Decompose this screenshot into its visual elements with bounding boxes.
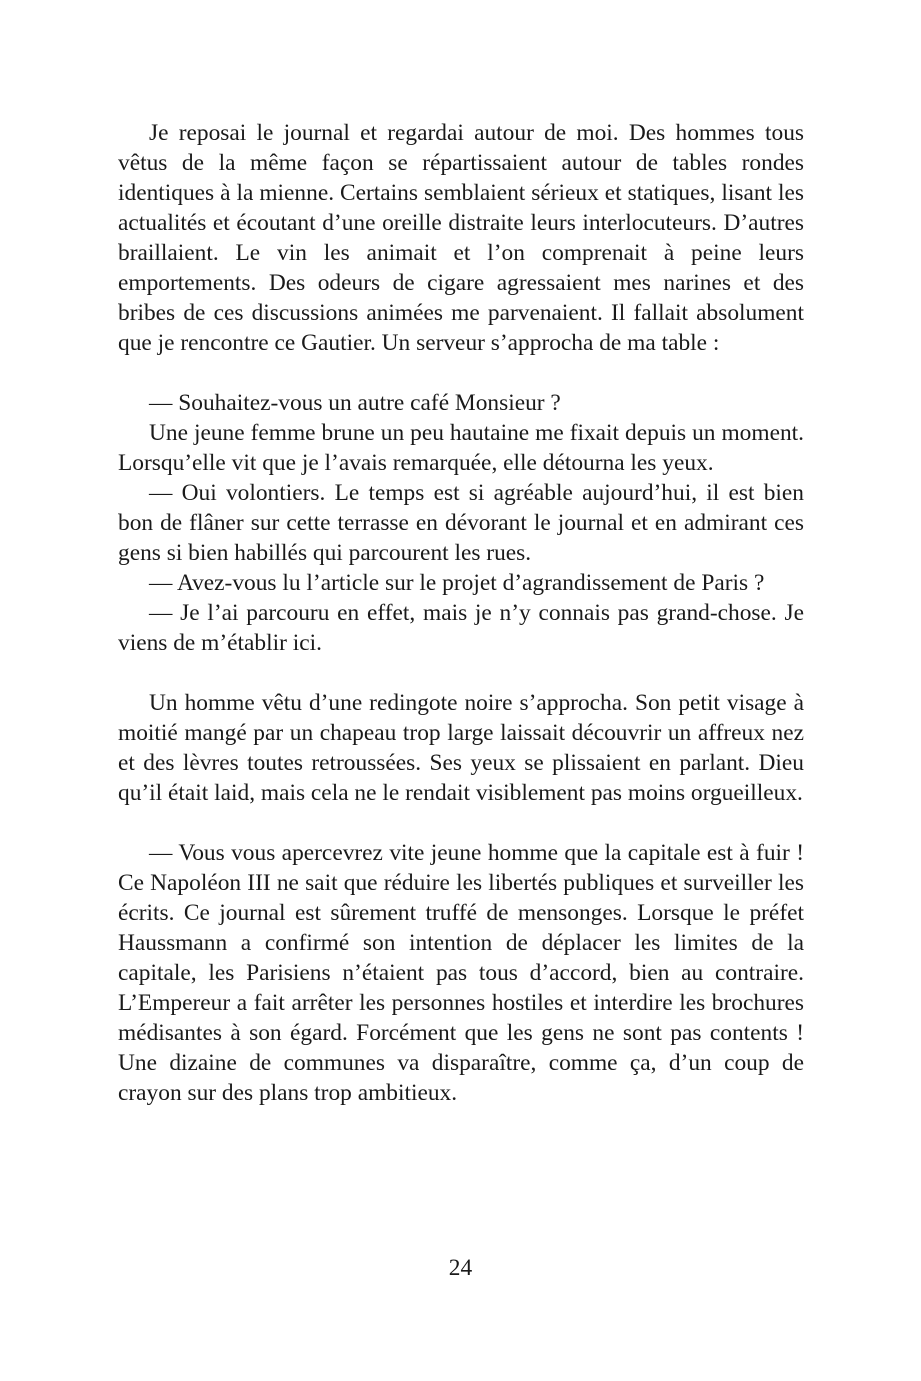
dialogue-line-1: — Souhaitez-vous un autre café Monsieur ? [149,390,561,416]
dialogue-line-2: — Oui volontiers. Le temps est si agréable aujourd’hui, il est bien bon de flâner sur cette terrasse en dévorant le journal et en admirant ces gens si bien habillés qui parcourent les rues. [118,480,804,566]
paragraph-narration-1: Je reposai le journal et regardai autour de moi. Des hommes tous vêtus de la même façon se répartissaient autour de tables rondes identiques à la mienne. Certains semblaient sérieux et statiques, lisant les actualités et écoutant d’une oreille distraite leurs interlocuteurs. D’autres braillaient. Le vin les animait et l’on comprenait à peine leurs emportements. Des odeurs de cigare agressaient mes narines et des bribes de ces discussions animées me parvenaient. Il fallait absolument que je rencontre ce Gautier. Un serveur s’approcha de ma table : [118,120,804,356]
paragraph-gap [118,808,804,838]
dialogue-line-4: — Je l’ai parcouru en effet, mais je n’y connais pas grand-chose. Je viens de m’établir ici. [118,600,804,656]
paragraph-narration-3: Un homme vêtu d’une redingote noire s’approcha. Son petit visage à moitié mangé par un chapeau trop large laissait découvrir un affreux nez et des lèvres toutes retroussées. Ses yeux se plissaient en parlant. Dieu qu’il était laid, mais cela ne le rendait visiblement pas moins orgueilleux. [118,690,804,806]
paragraph-narration-2: Une jeune femme brune un peu hautaine me fixait depuis un moment. Lorsqu’elle vit que je l’avais remarquée, elle détourna les yeux. [118,420,804,476]
dialogue-line-5: — Vous vous apercevrez vite jeune homme que la capitale est à fuir ! Ce Napoléon III ne sait que réduire les libertés publiques et surveiller les écrits. Ce journal est sûrement truffé de mensonges. Lorsque le préfet Haussmann a confirmé son intention de déplacer les limites de la capitale, les Parisiens n’étaient pas tous d’accord, bien au contraire. L’Empereur a fait arrêter les personnes hostiles et interdire les brochures médisantes à son égard. Forcément que les gens ne sont pas contents ! Une dizaine de communes va disparaître, comme ça, d’un coup de crayon sur des plans trop ambitieux. [118,840,804,1106]
paragraph-gap [118,658,804,688]
page-number: 24 [448,1255,473,1281]
dialogue-line-3: — Avez-vous lu l’article sur le projet d’agrandissement de Paris ? [149,570,765,596]
page-body [118,118,804,1108]
paragraph-gap [118,358,804,388]
